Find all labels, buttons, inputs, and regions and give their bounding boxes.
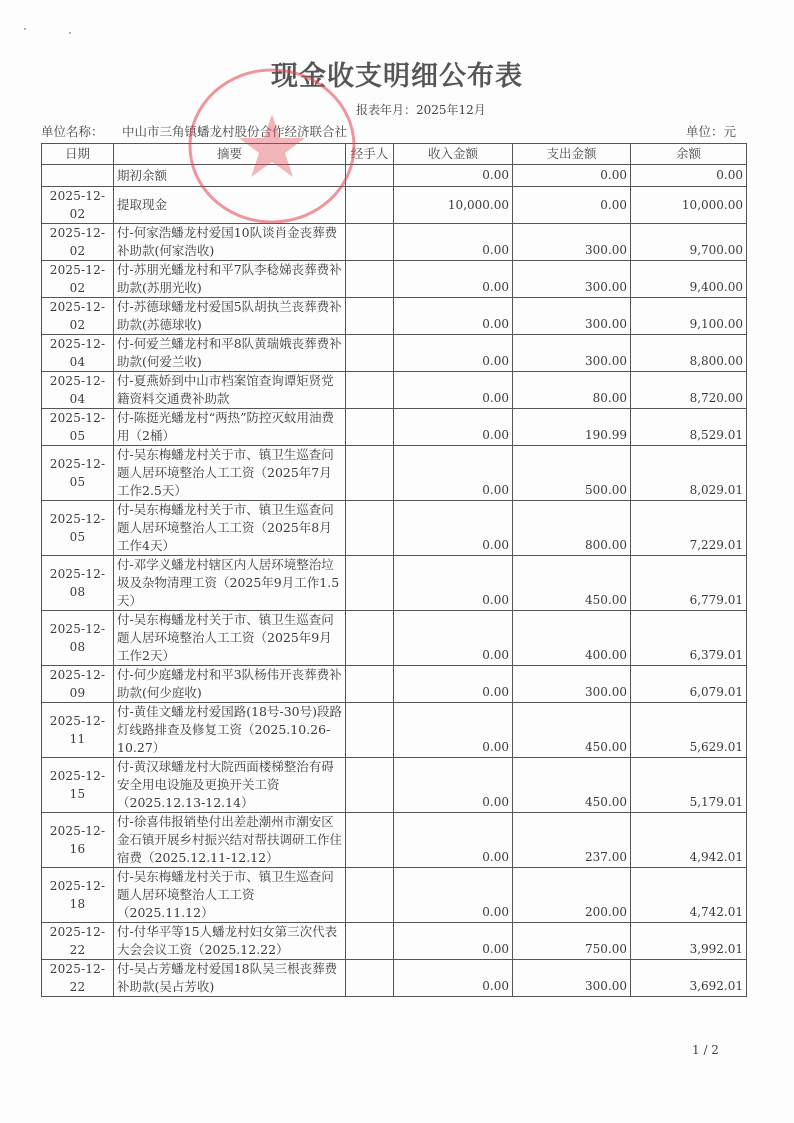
cell-date: 2025-12-04 (42, 335, 114, 372)
cell-expense: 750.00 (513, 923, 631, 960)
header-summary: 摘要 (114, 144, 346, 165)
cell-date: 2025-12-22 (42, 960, 114, 997)
cell-expense: 300.00 (513, 298, 631, 335)
table-row (42, 335, 747, 372)
cell-summary: 付-吴占芳蟠龙村爱国18队吴三根丧葬费补助款(吴占芳收) (114, 960, 346, 997)
scan-speck (69, 32, 71, 34)
cell-handler (346, 923, 394, 960)
table-row (42, 261, 747, 298)
table-row (42, 187, 747, 224)
cell-balance: 5,629.01 (631, 703, 747, 758)
cell-expense: 200.00 (513, 868, 631, 923)
table-row (42, 611, 747, 666)
cell-handler (346, 335, 394, 372)
cell-balance: 6,079.01 (631, 666, 747, 703)
cell-income: 0.00 (394, 960, 513, 997)
cell-summary: 付-吴东梅蟠龙村关于市、镇卫生巡查问题人居环境整治人工工资（2025年9月工作2天） (114, 611, 346, 666)
cell-handler (346, 666, 394, 703)
cell-income: 0.00 (394, 813, 513, 868)
report-period: 报表年月：2025年12月 (356, 103, 486, 117)
cell-summary: 付-夏燕娇到中山市档案馆查询谭矩贤党籍资料交通费补助款 (114, 372, 346, 409)
cell-balance: 4,942.01 (631, 813, 747, 868)
cell-date: 2025-12-15 (42, 758, 114, 813)
cell-summary: 付-何爱兰蟠龙村和平8队黄瑞娥丧葬费补助款(何爱兰收) (114, 335, 346, 372)
cell-summary: 付-何家浩蟠龙村爱国10队谈肖金丧葬费补助款(何家浩收) (114, 224, 346, 261)
cell-expense: 190.99 (513, 409, 631, 446)
cell-income: 0.00 (394, 165, 513, 187)
cell-expense: 800.00 (513, 501, 631, 556)
cell-handler (346, 446, 394, 501)
cell-expense: 0.00 (513, 187, 631, 224)
cell-balance: 8,529.01 (631, 409, 747, 446)
header-expense: 支出金额 (513, 144, 631, 165)
cell-balance: 6,779.01 (631, 556, 747, 611)
cell-handler (346, 813, 394, 868)
cell-income: 0.00 (394, 868, 513, 923)
cell-handler (346, 611, 394, 666)
cell-expense: 300.00 (513, 224, 631, 261)
cell-date: 2025-12-11 (42, 703, 114, 758)
cell-date: 2025-12-05 (42, 501, 114, 556)
cell-expense: 450.00 (513, 703, 631, 758)
cell-summary: 付-徐喜伟报销垫付出差赴潮州市潮安区金石镇开展乡村振兴结对帮扶调研工作住宿费（2025.12.11-12.12） (114, 813, 346, 868)
org-name: 中山市三角镇蟠龙村股份合作经济联合社 (122, 124, 348, 139)
table-row (42, 556, 747, 611)
cell-summary: 付-苏德球蟠龙村爱国5队胡执兰丧葬费补助款(苏德球收) (114, 298, 346, 335)
cell-expense: 400.00 (513, 611, 631, 666)
cell-income: 0.00 (394, 501, 513, 556)
cell-date: 2025-12-05 (42, 446, 114, 501)
cell-income: 0.00 (394, 446, 513, 501)
cell-balance: 9,100.00 (631, 298, 747, 335)
cell-handler (346, 556, 394, 611)
cell-balance: 8,029.01 (631, 446, 747, 501)
table-row (42, 446, 747, 501)
cell-income: 0.00 (394, 703, 513, 758)
cell-income: 0.00 (394, 224, 513, 261)
cell-expense: 300.00 (513, 335, 631, 372)
cell-summary: 付-付华平等15人蟠龙村妇女第三次代表大会会议工资（2025.12.22） (114, 923, 346, 960)
cell-income: 0.00 (394, 556, 513, 611)
currency-unit: 单位：元 (685, 124, 736, 139)
cell-summary: 付-吴东梅蟠龙村关于市、镇卫生巡查问题人居环境整治人工工资（2025年7月工作2.5天） (114, 446, 346, 501)
cell-handler (346, 298, 394, 335)
cell-handler (346, 703, 394, 758)
cell-handler (346, 224, 394, 261)
cell-summary: 付-吴东梅蟠龙村关于市、镇卫生巡查问题人居环境整治人工工资（2025.11.12） (114, 868, 346, 923)
table-row (42, 923, 747, 960)
cell-date: 2025-12-05 (42, 409, 114, 446)
cell-date: 2025-12-02 (42, 224, 114, 261)
cell-summary: 期初余额 (114, 165, 346, 187)
cell-summary: 付-陈挺光蟠龙村“两热”防控灭蚊用油费用（2桶） (114, 409, 346, 446)
header-balance: 余额 (631, 144, 747, 165)
cell-balance: 5,179.01 (631, 758, 747, 813)
cell-date: 2025-12-08 (42, 556, 114, 611)
cash-ledger-table (41, 143, 747, 997)
table-row (42, 813, 747, 868)
cell-summary: 付-黄佳文蟠龙村爱国路(18号-30号)段路灯线路排查及修复工资（2025.10.26-10.27） (114, 703, 346, 758)
cell-expense: 300.00 (513, 261, 631, 298)
cell-date: 2025-12-16 (42, 813, 114, 868)
cell-handler (346, 261, 394, 298)
table-row (42, 224, 747, 261)
cell-income: 0.00 (394, 409, 513, 446)
cell-balance: 8,800.00 (631, 335, 747, 372)
cell-handler (346, 960, 394, 997)
cell-date: 2025-12-02 (42, 261, 114, 298)
page-title: 现金收支明细公布表 (271, 61, 523, 92)
cell-income: 0.00 (394, 298, 513, 335)
table-row (42, 758, 747, 813)
cell-date: 2025-12-18 (42, 868, 114, 923)
cell-expense: 237.00 (513, 813, 631, 868)
cell-balance: 0.00 (631, 165, 747, 187)
table-row (42, 703, 747, 758)
header-income: 收入金额 (394, 144, 513, 165)
cell-balance: 3,692.01 (631, 960, 747, 997)
cell-handler (346, 868, 394, 923)
cell-date: 2025-12-09 (42, 666, 114, 703)
cell-expense: 0.00 (513, 165, 631, 187)
cell-balance: 7,229.01 (631, 501, 747, 556)
cell-summary: 付-邓学义蟠龙村辖区内人居环境整治垃圾及杂物清理工资（2025年9月工作1.5天） (114, 556, 346, 611)
cell-expense: 450.00 (513, 758, 631, 813)
cell-date: 2025-12-04 (42, 372, 114, 409)
cell-balance: 4,742.01 (631, 868, 747, 923)
table-row (42, 165, 747, 187)
cell-expense: 80.00 (513, 372, 631, 409)
table-row (42, 666, 747, 703)
cell-expense: 300.00 (513, 960, 631, 997)
table-row (42, 372, 747, 409)
cell-date: 2025-12-08 (42, 611, 114, 666)
cell-handler (346, 165, 394, 187)
cell-income: 0.00 (394, 666, 513, 703)
cell-summary: 付-何少庭蟠龙村和平3队杨伟开丧葬费补助款(何少庭收) (114, 666, 346, 703)
cell-expense: 450.00 (513, 556, 631, 611)
table-row (42, 868, 747, 923)
table-row (42, 501, 747, 556)
cell-handler (346, 501, 394, 556)
cell-summary: 付-黄汉球蟠龙村大院西面楼梯整治有碍安全用电设施及更换开关工资（2025.12.13-12.14） (114, 758, 346, 813)
cell-income: 0.00 (394, 758, 513, 813)
cell-balance: 3,992.01 (631, 923, 747, 960)
cell-handler (346, 409, 394, 446)
cell-handler (346, 372, 394, 409)
table-header-row (42, 144, 747, 165)
cell-income: 0.00 (394, 923, 513, 960)
cell-income: 0.00 (394, 611, 513, 666)
cell-income: 10,000.00 (394, 187, 513, 224)
cell-date: 2025-12-02 (42, 187, 114, 224)
header-handler: 经手人 (346, 144, 394, 165)
page-number: 1 / 2 (692, 1043, 719, 1057)
cell-summary: 付-苏朋光蟠龙村和平7队李稔娣丧葬费补助款(苏朋光收) (114, 261, 346, 298)
cell-expense: 300.00 (513, 666, 631, 703)
cell-balance: 6,379.01 (631, 611, 747, 666)
cell-date: 2025-12-02 (42, 298, 114, 335)
cell-summary: 提取现金 (114, 187, 346, 224)
table-row (42, 409, 747, 446)
cell-balance: 8,720.00 (631, 372, 747, 409)
cell-expense: 500.00 (513, 446, 631, 501)
cell-income: 0.00 (394, 261, 513, 298)
cell-date (42, 165, 114, 187)
cell-date: 2025-12-22 (42, 923, 114, 960)
cell-income: 0.00 (394, 335, 513, 372)
cell-handler (346, 758, 394, 813)
table-row (42, 960, 747, 997)
cell-handler (346, 187, 394, 224)
cell-balance: 9,400.00 (631, 261, 747, 298)
org-label: 单位名称： (41, 124, 104, 139)
cell-balance: 10,000.00 (631, 187, 747, 224)
cell-income: 0.00 (394, 372, 513, 409)
scan-speck (24, 28, 26, 30)
table-row (42, 298, 747, 335)
cell-summary: 付-吴东梅蟠龙村关于市、镇卫生巡查问题人居环境整治人工工资（2025年8月工作4天） (114, 501, 346, 556)
header-date: 日期 (42, 144, 114, 165)
cell-balance: 9,700.00 (631, 224, 747, 261)
